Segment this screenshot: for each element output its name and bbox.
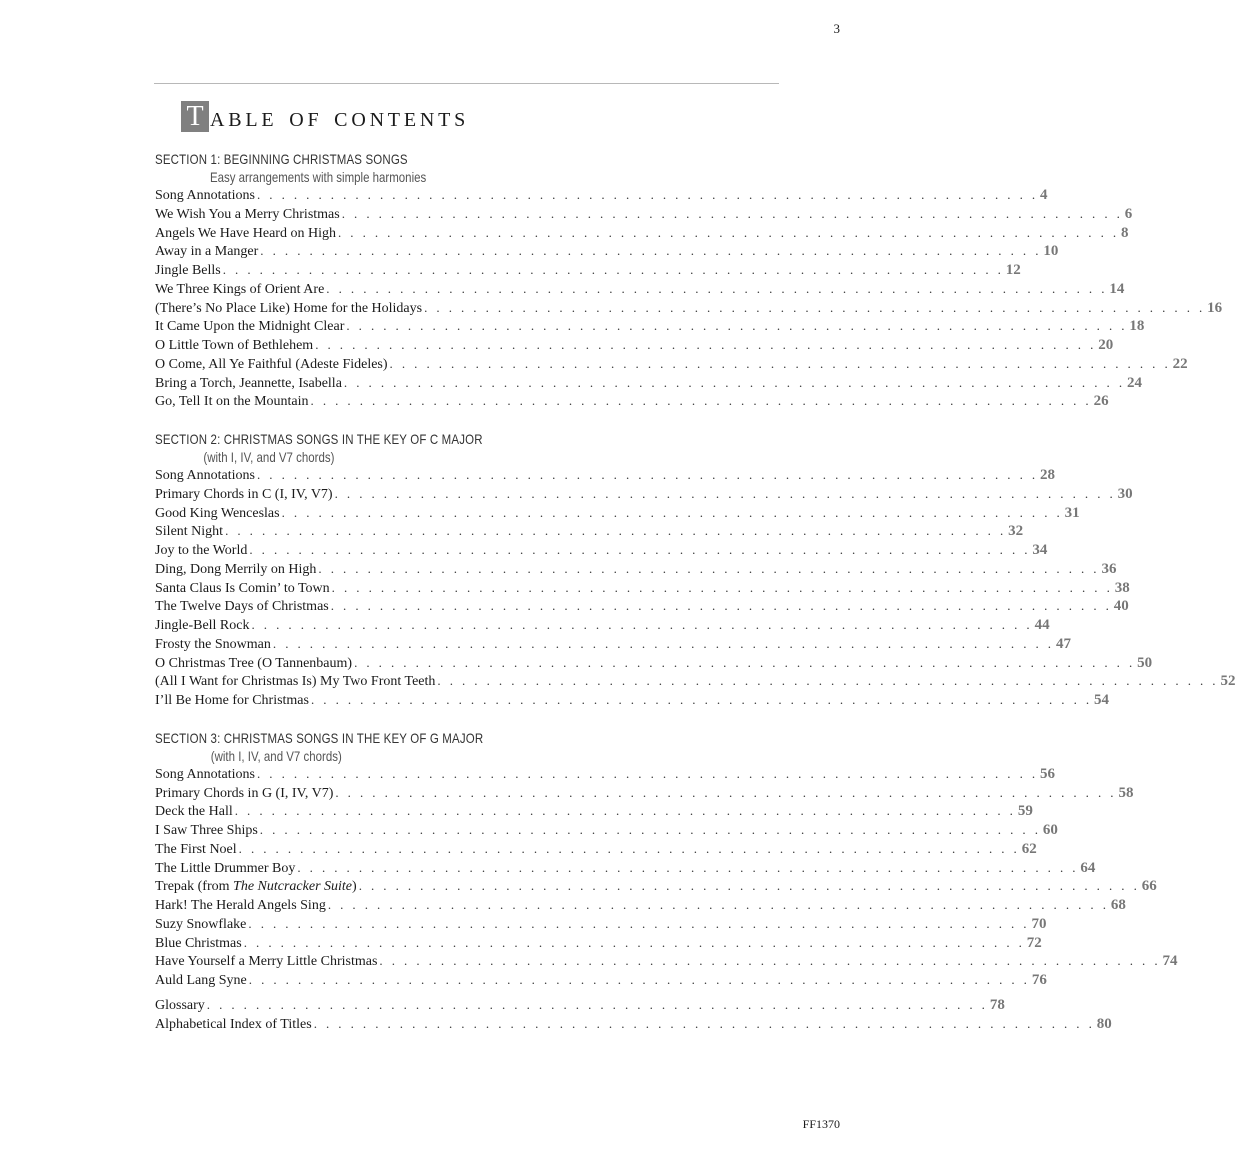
entry-page-number: 14: [1109, 280, 1125, 297]
entry-title: We Wish You a Merry Christmas: [155, 206, 340, 222]
entry-title: Auld Lang Syne: [155, 973, 247, 988]
dot-leader: . . . . . . . . . . . . . . . . . . . . . . . . . . . . . . . . . . . . . . . . . . . . . . . . . . . . . . . . . . . . . . . .: [225, 523, 1007, 539]
entry-title: Good King Wenceslas: [155, 505, 280, 521]
dot-leader: . . . . . . . . . . . . . . . . . . . . . . . . . . . . . . . . . . . . . . . . . . . . . . . . . . . . . . . . . . . . . . . .: [260, 243, 1042, 259]
dot-leader: . . . . . . . . . . . . . . . . . . . . . . . . . . . . . . . . . . . . . . . . . . . . . . . . . . . . . . . . . . . . . . . .: [334, 485, 1116, 501]
entry-page-number: 4: [1040, 187, 1048, 203]
dot-leader: . . . . . . . . . . . . . . . . . . . . . . . . . . . . . . . . . . . . . . . . . . . . . . . . . . . . . . . . . . . . . . . .: [281, 504, 1063, 520]
toc-entry[interactable]: [155, 374, 1142, 393]
dot-leader: . . . . . . . . . . . . . . . . . . . . . . . . . . . . . . . . . . . . . . . . . . . . . . . . . . . . . . . . . . . . . . . .: [248, 915, 1030, 931]
entry-title: Jingle-Bell Rock: [155, 618, 250, 633]
toc-section: [155, 729, 1178, 990]
entry-page-number: 38: [1114, 579, 1130, 596]
entry-title: Song Annotations: [155, 468, 255, 483]
entry-title: (There’s No Place Like) Home for the Holidays: [155, 300, 423, 316]
dot-leader: . . . . . . . . . . . . . . . . . . . . . . . . . . . . . . . . . . . . . . . . . . . . . . . . . . . . . . . . . . . . . . . .: [251, 617, 1033, 632]
toc-entry[interactable]: [155, 317, 1145, 336]
entry-page-number: 26: [1093, 393, 1109, 410]
toc-entry[interactable]: [155, 280, 1125, 299]
entry-title: Hark! The Herald Angels Sing: [155, 898, 326, 913]
entry-page-number: 59: [1017, 803, 1033, 820]
dot-leader: . . . . . . . . . . . . . . . . . . . . . . . . . . . . . . . . . . . . . . . . . . . . . . . . . . . . . . . . . . . . . . . .: [256, 467, 1039, 482]
entry-page-number: 60: [1042, 822, 1058, 838]
toc-entry[interactable]: [155, 896, 1126, 915]
dot-leader: . . . . . . . . . . . . . . . . . . . . . . . . . . . . . . . . . . . . . . . . . . . . . . . . . . . . . . . . . . . . . . . .: [256, 187, 1039, 202]
entry-page-number: 62: [1021, 840, 1037, 857]
section-subtitle: (with I, IV, and V7 chords): [203, 449, 335, 465]
entry-page-number: 28: [1040, 467, 1056, 483]
toc-entry[interactable]: [155, 224, 1129, 243]
entry-page-number: 30: [1117, 485, 1133, 502]
dot-leader: . . . . . . . . . . . . . . . . . . . . . . . . . . . . . . . . . . . . . . . . . . . . . . . . . . . . . . . . . . . . . . . .: [238, 840, 1020, 856]
dot-leader: . . . . . . . . . . . . . . . . . . . . . . . . . . . . . . . . . . . . . . . . . . . . . . . . . . . . . . . . . . . . . . . .: [335, 784, 1117, 800]
entry-title: The Little Drummer Boy: [155, 860, 296, 876]
entry-page-number: 80: [1096, 1015, 1112, 1032]
toc-entry[interactable]: [155, 466, 1056, 485]
toc-entry[interactable]: [155, 299, 1223, 318]
entry-title: O Little Town of Bethlehem: [155, 338, 314, 353]
entry-title-part: Trepak (from: [155, 879, 234, 895]
entry-page-number: 54: [1094, 692, 1110, 708]
toc-entry[interactable]: [155, 971, 1047, 990]
title-drop-cap: T: [181, 101, 209, 132]
entry-title: Glossary: [155, 997, 205, 1013]
entry-title: I’ll Be Home for Christmas: [155, 693, 309, 708]
entry-title: Joy to the World: [155, 543, 248, 558]
toc-entry[interactable]: [155, 242, 1059, 261]
footer-code: FF1370: [802, 1117, 840, 1131]
toc-sections: [155, 150, 1235, 990]
entry-title: Have Yourself a Merry Little Christmas: [155, 954, 378, 970]
entry-page-number: 31: [1064, 504, 1080, 521]
dot-leader: . . . . . . . . . . . . . . . . . . . . . . . . . . . . . . . . . . . . . . . . . . . . . . . . . . . . . . . . . . . . . . . .: [326, 280, 1108, 296]
toc-entry[interactable]: [155, 821, 1058, 840]
entry-title: (All I Want for Christmas Is) My Two Front Teeth: [155, 674, 436, 690]
dot-leader: . . . . . . . . . . . . . . . . . . . . . . . . . . . . . . . . . . . . . . . . . . . . . . . . . . . . . . . . . . . . . . . .: [234, 803, 1016, 819]
entry-title-italic: The Nutcracker Suite: [233, 879, 353, 895]
entry-page-number: 8: [1121, 224, 1129, 241]
dot-leader: . . . . . . . . . . . . . . . . . . . . . . . . . . . . . . . . . . . . . . . . . . . . . . . . . . . . . . . . . . . . . . . .: [379, 953, 1161, 969]
toc-content: [155, 150, 1235, 1033]
entry-title: Song Annotations: [155, 188, 255, 203]
entry-page-number: 76: [1031, 972, 1047, 988]
entry-page-number: 22: [1172, 355, 1188, 372]
entry-title: Bring a Torch, Jeannette, Isabella: [155, 375, 342, 391]
entry-page-number: 72: [1026, 934, 1042, 951]
entry-page-number: 40: [1113, 598, 1129, 615]
entry-page-number: 56: [1040, 765, 1056, 782]
entry-page-number: 78: [989, 996, 1005, 1013]
entry-page-number: 58: [1118, 784, 1134, 801]
dot-leader: . . . . . . . . . . . . . . . . . . . . . . . . . . . . . . . . . . . . . . . . . . . . . . . . . . . . . . . . . . . . . . . .: [222, 262, 1004, 277]
entry-page-number: 70: [1031, 915, 1047, 932]
dot-leader: . . . . . . . . . . . . . . . . . . . . . . . . . . . . . . . . . . . . . . . . . . . . . . . . . . . . . . . . . . . . . . . .: [243, 934, 1025, 950]
entry-title: Angels We Have Heard on High: [155, 225, 336, 241]
toc-entry[interactable]: [155, 597, 1129, 616]
dot-leader: . . . . . . . . . . . . . . . . . . . . . . . . . . . . . . . . . . . . . . . . . . . . . . . . . . . . . . . . . . . . . . . .: [437, 673, 1219, 689]
entry-page-number: 36: [1101, 560, 1117, 577]
entry-title: Alphabetical Index of Titles: [155, 1016, 312, 1032]
entry-page-number: 16: [1207, 299, 1223, 316]
toc-entry[interactable]: [155, 859, 1096, 878]
entry-title: Silent Night: [155, 524, 224, 540]
toc-entry[interactable]: [155, 186, 1048, 205]
entry-page-number: 52: [1220, 673, 1235, 690]
dot-leader: . . . . . . . . . . . . . . . . . . . . . . . . . . . . . . . . . . . . . . . . . . . . . . . . . . . . . . . . . . . . . . . .: [341, 205, 1123, 221]
entry-title: Deck the Hall: [155, 804, 233, 820]
entry-page-number: 66: [1141, 878, 1157, 895]
entry-page-number: 50: [1137, 654, 1153, 671]
dot-leader: . . . . . . . . . . . . . . . . . . . . . . . . . . . . . . . . . . . . . . . . . . . . . . . . . . . . . . . . . . . . . . . .: [297, 859, 1079, 875]
entry-title: Primary Chords in G (I, IV, V7): [155, 785, 334, 801]
toc-entry[interactable]: [155, 504, 1080, 523]
dot-leader: . . . . . . . . . . . . . . . . . . . . . . . . . . . . . . . . . . . . . . . . . . . . . . . . . . . . . . . . . . . . . . . .: [318, 560, 1100, 576]
entry-page-number: 18: [1129, 318, 1145, 335]
toc-entry[interactable]: [155, 691, 1110, 710]
toc-entry[interactable]: [155, 541, 1048, 560]
toc-entry[interactable]: [155, 485, 1133, 504]
toc-entry[interactable]: [155, 355, 1188, 374]
dot-leader: . . . . . . . . . . . . . . . . . . . . . . . . . . . . . . . . . . . . . . . . . . . . . . . . . . . . . . . . . . . . . . . .: [315, 337, 1097, 352]
dot-leader: . . . . . . . . . . . . . . . . . . . . . . . . . . . . . . . . . . . . . . . . . . . . . . . . . . . . . . . . . . . . . . . .: [310, 692, 1093, 707]
entry-title: The First Noel: [155, 841, 237, 857]
toc-entry[interactable]: [155, 560, 1117, 579]
section-title: SECTION 1: BEGINNING CHRISTMAS SONGS: [155, 151, 408, 167]
toc-section: [155, 150, 1223, 411]
toc-entry[interactable]: [155, 840, 1037, 859]
toc-entry[interactable]: [155, 1015, 1112, 1034]
entry-page-number: 44: [1034, 617, 1050, 633]
entry-title: [155, 878, 357, 897]
entry-title: We Three Kings of Orient Are: [155, 281, 325, 297]
toc-entry[interactable]: [155, 934, 1042, 953]
toc-entry[interactable]: [155, 996, 1005, 1015]
dot-leader: . . . . . . . . . . . . . . . . . . . . . . . . . . . . . . . . . . . . . . . . . . . . . . . . . . . . . . . . . . . . . . . .: [310, 393, 1092, 409]
toc-entry[interactable]: [155, 635, 1071, 654]
toc-entry[interactable]: [155, 616, 1050, 635]
toc-entry[interactable]: [155, 672, 1235, 691]
entry-title: Go, Tell It on the Mountain: [155, 394, 309, 410]
dot-leader: . . . . . . . . . . . . . . . . . . . . . . . . . . . . . . . . . . . . . . . . . . . . . . . . . . . . . . . . . . . . . . . .: [248, 972, 1030, 987]
entry-page-number: 32: [1008, 523, 1024, 540]
section-title: SECTION 2: CHRISTMAS SONGS IN THE KEY OF C MAJOR: [155, 431, 483, 447]
entry-page-number: 12: [1005, 262, 1021, 278]
toc-entry[interactable]: [155, 579, 1130, 598]
entry-title: Primary Chords in C (I, IV, V7): [155, 486, 333, 502]
entry-title: I Saw Three Ships: [155, 823, 258, 838]
entry-title-part: ): [352, 879, 357, 895]
dot-leader: . . . . . . . . . . . . . . . . . . . . . . . . . . . . . . . . . . . . . . . . . . . . . . . . . . . . . . . . . . . . . . . .: [346, 318, 1128, 334]
entry-page-number: 68: [1110, 897, 1126, 913]
entry-title: It Came Upon the Midnight Clear: [155, 319, 345, 335]
entry-page-number: 74: [1162, 953, 1178, 970]
entry-page-number: 10: [1043, 243, 1059, 260]
toc-entry[interactable]: [155, 784, 1134, 803]
dot-leader: . . . . . . . . . . . . . . . . . . . . . . . . . . . . . . . . . . . . . . . . . . . . . . . . . . . . . . . . . . . . . . . .: [330, 598, 1112, 614]
entry-page-number: 47: [1055, 635, 1071, 652]
dot-leader: . . . . . . . . . . . . . . . . . . . . . . . . . . . . . . . . . . . . . . . . . . . . . . . . . . . . . . . . . . . . . . . .: [389, 355, 1171, 371]
entry-title: Song Annotations: [155, 766, 255, 782]
toc-entry[interactable]: [155, 654, 1153, 673]
dot-leader: . . . . . . . . . . . . . . . . . . . . . . . . . . . . . . . . . . . . . . . . . . . . . . . . . . . . . . . . . . . . . . . .: [206, 996, 988, 1012]
entry-page-number: 34: [1032, 542, 1048, 558]
dot-leader: . . . . . . . . . . . . . . . . . . . . . . . . . . . . . . . . . . . . . . . . . . . . . . . . . . . . . . . . . . . . . . . .: [331, 579, 1113, 595]
section-title: SECTION 3: CHRISTMAS SONGS IN THE KEY OF G MAJOR: [155, 729, 484, 746]
entry-title: Santa Claus Is Comin’ to Town: [155, 580, 330, 596]
toc-entry[interactable]: [155, 765, 1056, 784]
page-title: [181, 100, 469, 132]
entry-title: Suzy Snowflake: [155, 916, 247, 932]
dot-leader: . . . . . . . . . . . . . . . . . . . . . . . . . . . . . . . . . . . . . . . . . . . . . . . . . . . . . . . . . . . . . . . .: [249, 542, 1031, 557]
entry-title: O Christmas Tree (O Tannenbaum): [155, 655, 353, 671]
dot-leader: . . . . . . . . . . . . . . . . . . . . . . . . . . . . . . . . . . . . . . . . . . . . . . . . . . . . . . . . . . . . . . . .: [259, 822, 1041, 837]
dot-leader: . . . . . . . . . . . . . . . . . . . . . . . . . . . . . . . . . . . . . . . . . . . . . . . . . . . . . . . . . . . . . . . .: [354, 654, 1136, 670]
entry-title: Frosty the Snowman: [155, 636, 271, 652]
back-matter: [155, 996, 1112, 1034]
toc-section: [155, 430, 1235, 710]
toc-entry[interactable]: [155, 952, 1178, 971]
section-subtitle: Easy arrangements with simple harmonies: [209, 169, 427, 185]
entry-title: O Come, All Ye Faithful (Adeste Fideles): [155, 356, 388, 372]
toc-entry[interactable]: [155, 336, 1114, 355]
title-text: ABLE OF CONTENTS: [210, 109, 470, 131]
toc-entry[interactable]: [155, 522, 1024, 541]
entry-title: Jingle Bells: [155, 263, 221, 278]
entry-title: The Twelve Days of Christmas: [155, 599, 329, 615]
toc-entry[interactable]: [155, 205, 1133, 224]
entry-title: Away in a Manger: [155, 244, 259, 260]
toc-entry[interactable]: [155, 915, 1047, 934]
dot-leader: . . . . . . . . . . . . . . . . . . . . . . . . . . . . . . . . . . . . . . . . . . . . . . . . . . . . . . . . . . . . . . . .: [313, 1015, 1095, 1031]
entry-page-number: 6: [1124, 205, 1133, 222]
entry-page-number: 20: [1098, 337, 1114, 353]
page-number: 3: [833, 21, 840, 36]
dot-leader: . . . . . . . . . . . . . . . . . . . . . . . . . . . . . . . . . . . . . . . . . . . . . . . . . . . . . . . . . . . . . . . .: [337, 224, 1120, 240]
entry-title: Ding, Dong Merrily on High: [155, 561, 317, 577]
dot-leader: . . . . . . . . . . . . . . . . . . . . . . . . . . . . . . . . . . . . . . . . . . . . . . . . . . . . . . . . . . . . . . . .: [424, 299, 1206, 315]
entry-title: Blue Christmas: [155, 935, 242, 951]
toc-entry[interactable]: [155, 802, 1033, 821]
header-rule: [154, 83, 779, 84]
toc-entry[interactable]: [155, 392, 1109, 411]
dot-leader: . . . . . . . . . . . . . . . . . . . . . . . . . . . . . . . . . . . . . . . . . . . . . . . . . . . . . . . . . . . . . . . .: [256, 765, 1039, 781]
section-subtitle: (with I, IV, and V7 chords): [210, 747, 342, 764]
dot-leader: . . . . . . . . . . . . . . . . . . . . . . . . . . . . . . . . . . . . . . . . . . . . . . . . . . . . . . . . . . . . . . . .: [358, 878, 1140, 894]
entry-page-number: 64: [1080, 859, 1096, 876]
dot-leader: . . . . . . . . . . . . . . . . . . . . . . . . . . . . . . . . . . . . . . . . . . . . . . . . . . . . . . . . . . . . . . . .: [272, 635, 1054, 651]
entry-page-number: 24: [1126, 374, 1142, 391]
toc-entry[interactable]: [155, 877, 1157, 896]
dot-leader: . . . . . . . . . . . . . . . . . . . . . . . . . . . . . . . . . . . . . . . . . . . . . . . . . . . . . . . . . . . . . . . .: [327, 897, 1109, 912]
toc-entry[interactable]: [155, 261, 1021, 280]
dot-leader: . . . . . . . . . . . . . . . . . . . . . . . . . . . . . . . . . . . . . . . . . . . . . . . . . . . . . . . . . . . . . . . .: [343, 374, 1125, 390]
